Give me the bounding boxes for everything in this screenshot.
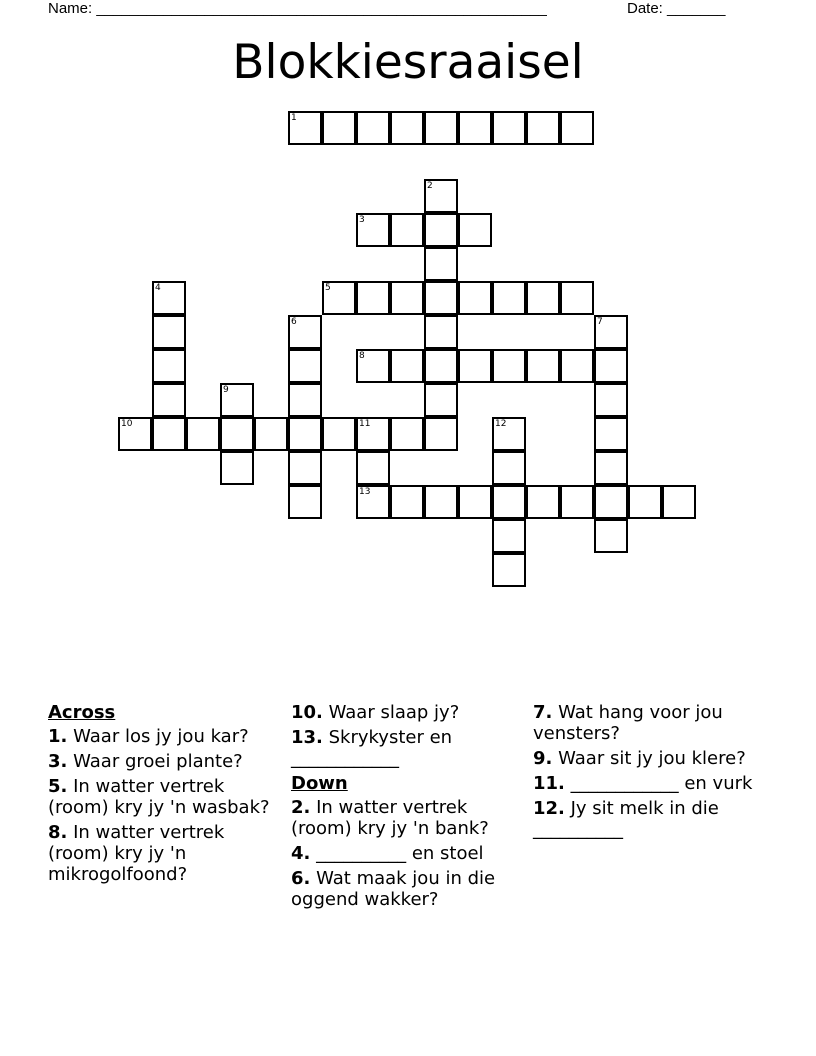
crossword-cell[interactable]: [424, 485, 458, 519]
crossword-cell[interactable]: [186, 417, 220, 451]
name-line: Name: ______________________________________________________: [48, 0, 547, 17]
crossword-cell[interactable]: [560, 111, 594, 145]
clue-text: Wat maak jou in die oggend wakker?: [291, 868, 496, 910]
crossword-cell[interactable]: [594, 451, 628, 485]
clue-number: 7.: [533, 702, 553, 723]
puzzle-title: Blokkiesraaisel: [232, 35, 584, 90]
clue-text: Waar slaap jy?: [328, 702, 460, 723]
clue-text: In watter vertrek (room) kry jy 'n mikrogolfoond?: [48, 822, 225, 885]
crossword-cell[interactable]: [526, 485, 560, 519]
clue-down-6: [291, 868, 523, 910]
crossword-cell[interactable]: [220, 451, 254, 485]
clue-number: 2.: [291, 797, 311, 818]
clue-across-8: [48, 822, 280, 885]
crossword-cell[interactable]: [492, 111, 526, 145]
crossword-cell[interactable]: [526, 349, 560, 383]
clue-text: In watter vertrek (room) kry jy 'n bank?: [291, 797, 489, 839]
crossword-cell[interactable]: [458, 281, 492, 315]
crossword-cell[interactable]: [526, 111, 560, 145]
date-line: Date: _______: [627, 0, 726, 17]
clue-number: 3.: [48, 751, 68, 772]
crossword-cell[interactable]: [662, 485, 696, 519]
crossword-cell[interactable]: [152, 417, 186, 451]
clue-down-4: [291, 843, 523, 864]
crossword-cell[interactable]: [254, 417, 288, 451]
cell-number: 1: [291, 113, 297, 123]
crossword-cell[interactable]: [152, 383, 186, 417]
crossword-cell[interactable]: [356, 485, 390, 519]
clue-text: Jy sit melk in die __________: [533, 798, 719, 840]
crossword-cell[interactable]: [594, 485, 628, 519]
clue-down-2: [291, 797, 523, 839]
crossword-cell[interactable]: [220, 383, 254, 417]
crossword-cell[interactable]: [322, 111, 356, 145]
clue-text: Waar los jy jou kar?: [73, 726, 249, 747]
crossword-cell[interactable]: [152, 281, 186, 315]
clue-text: In watter vertrek (room) kry jy 'n wasbak?: [48, 776, 270, 818]
crossword-cell[interactable]: [118, 417, 152, 451]
crossword-cell[interactable]: [594, 519, 628, 553]
crossword-cell[interactable]: [390, 213, 424, 247]
clue-down-12: [533, 798, 765, 840]
clue-down-9: [533, 748, 765, 769]
crossword-cell[interactable]: [322, 417, 356, 451]
crossword-cell[interactable]: [594, 417, 628, 451]
cell-number: 9: [223, 385, 229, 395]
crossword-cell[interactable]: [424, 281, 458, 315]
crossword-cell[interactable]: [288, 417, 322, 451]
cell-number: 6: [291, 317, 297, 327]
across-heading: Across: [48, 702, 116, 723]
clue-text: Waar groei plante?: [73, 751, 243, 772]
crossword-cell[interactable]: [288, 349, 322, 383]
crossword-cell[interactable]: [288, 383, 322, 417]
clue-across-13: [291, 727, 523, 769]
crossword-cell[interactable]: [424, 383, 458, 417]
clue-number: 5.: [48, 776, 68, 797]
cell-number: 4: [155, 283, 161, 293]
crossword-cell[interactable]: [492, 519, 526, 553]
cell-number: 2: [427, 181, 433, 191]
crossword-cell[interactable]: [288, 111, 322, 145]
crossword-cell[interactable]: [288, 485, 322, 519]
clue-down-7: [533, 702, 765, 744]
crossword-cell[interactable]: [424, 247, 458, 281]
crossword-cell[interactable]: [492, 349, 526, 383]
crossword-cell[interactable]: [288, 315, 322, 349]
crossword-cell[interactable]: [492, 281, 526, 315]
crossword-cell[interactable]: [492, 451, 526, 485]
crossword-cell[interactable]: [458, 111, 492, 145]
clue-across-5: [48, 776, 280, 818]
crossword-cell[interactable]: [492, 485, 526, 519]
crossword-cell[interactable]: [356, 213, 390, 247]
crossword-cell[interactable]: [152, 349, 186, 383]
crossword-cell[interactable]: [594, 315, 628, 349]
crossword-cell[interactable]: [424, 315, 458, 349]
crossword-cell[interactable]: [560, 485, 594, 519]
crossword-cell[interactable]: [152, 315, 186, 349]
crossword-cell[interactable]: [526, 281, 560, 315]
clue-number: 11.: [533, 773, 565, 794]
clue-number: 6.: [291, 868, 311, 889]
crossword-cell[interactable]: [288, 451, 322, 485]
clue-number: 13.: [291, 727, 323, 748]
crossword-cell[interactable]: [356, 417, 390, 451]
crossword-cell[interactable]: [492, 417, 526, 451]
clue-text: Skrykyster en ____________: [291, 727, 453, 769]
crossword-cell[interactable]: [424, 213, 458, 247]
clue-number: 8.: [48, 822, 68, 843]
cell-number: 8: [359, 351, 365, 361]
crossword-cell[interactable]: [390, 417, 424, 451]
cell-number: 12: [495, 419, 507, 429]
crossword-cell[interactable]: [220, 417, 254, 451]
crossword-cell[interactable]: [390, 111, 424, 145]
crossword-cell[interactable]: [390, 485, 424, 519]
crossword-cell[interactable]: [390, 349, 424, 383]
crossword-cell[interactable]: [560, 281, 594, 315]
crossword-cell[interactable]: [560, 349, 594, 383]
clue-column-1: [48, 702, 280, 889]
clue-across-1: [48, 726, 280, 747]
crossword-cell[interactable]: [594, 383, 628, 417]
crossword-cell[interactable]: [424, 111, 458, 145]
cell-number: 7: [597, 317, 603, 327]
crossword-cell[interactable]: [458, 485, 492, 519]
crossword-cell[interactable]: [424, 417, 458, 451]
crossword-cell[interactable]: [458, 213, 492, 247]
cell-number: 13: [359, 487, 371, 497]
clue-column-2: [291, 702, 523, 914]
cell-number: 5: [325, 283, 331, 293]
crossword-cell[interactable]: [424, 179, 458, 213]
cell-number: 11: [359, 419, 371, 429]
clue-number: 10.: [291, 702, 323, 723]
cell-number: 3: [359, 215, 365, 225]
cell-number: 10: [121, 419, 133, 429]
crossword-cell[interactable]: [356, 281, 390, 315]
crossword-cell[interactable]: [492, 553, 526, 587]
clue-number: 9.: [533, 748, 553, 769]
crossword-cell[interactable]: [356, 111, 390, 145]
clue-column-3: [533, 702, 765, 844]
crossword-cell[interactable]: [356, 451, 390, 485]
crossword-cell[interactable]: [594, 349, 628, 383]
clue-text: Waar sit jy jou klere?: [558, 748, 746, 769]
clue-down-11: [533, 773, 765, 794]
down-heading: Down: [291, 773, 348, 794]
clue-number: 4.: [291, 843, 311, 864]
crossword-cell[interactable]: [424, 349, 458, 383]
clue-text: ____________ en vurk: [570, 773, 753, 794]
clue-text: __________ en stoel: [316, 843, 484, 864]
crossword-cell[interactable]: [390, 281, 424, 315]
clue-across-10: [291, 702, 523, 723]
clue-number: 1.: [48, 726, 68, 747]
crossword-cell[interactable]: [356, 349, 390, 383]
crossword-cell[interactable]: [628, 485, 662, 519]
crossword-cell[interactable]: [322, 281, 356, 315]
clue-across-3: [48, 751, 280, 772]
clue-number: 12.: [533, 798, 565, 819]
clue-text: Wat hang voor jou vensters?: [533, 702, 723, 744]
crossword-cell[interactable]: [458, 349, 492, 383]
